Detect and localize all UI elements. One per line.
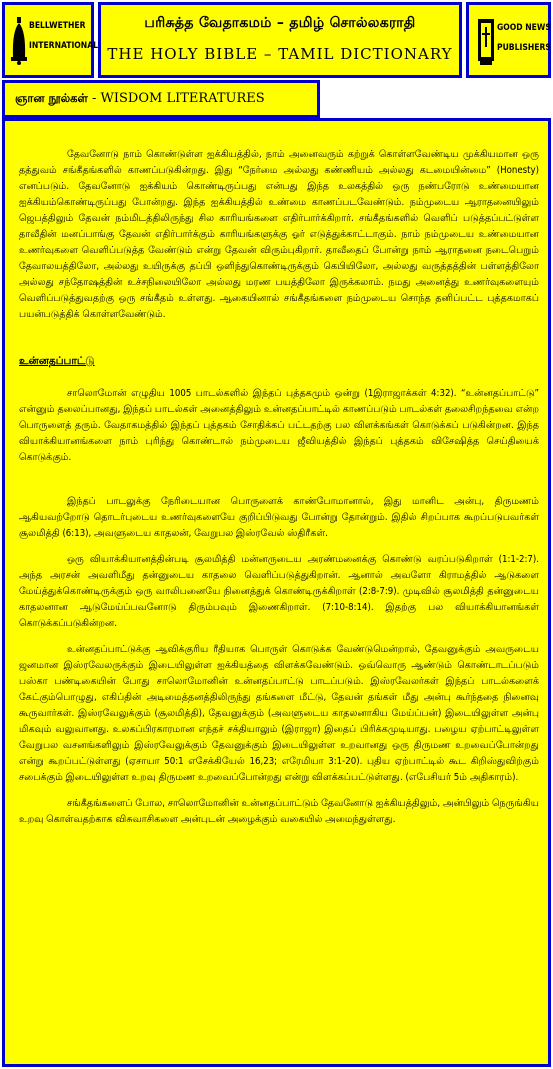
right-logo-line2: PUBLISHERS (497, 43, 551, 53)
title-english: THE HOLY BIBLE – TAMIL DICTIONARY (107, 45, 453, 63)
section-title-english: - WISDOM LITERATURES (87, 91, 265, 106)
title-tamil: பரிசுத்த வேதாகமம் – தமிழ் சொல்லகராதி (144, 15, 416, 31)
section-title-tamil: ஞான நூல்கள் (15, 91, 88, 105)
right-logo-line1: GOOD NEWS (497, 23, 551, 33)
good-news-logo (466, 2, 551, 78)
body-paragraph: இந்தப் பாடலுக்கு நேரிடையான பொருளைக் காண்போமானால், இது மானிட அன்பு, திருமணம் ஆகியவற்றோடு தொடர்புடைய உணர்வுகளையே குறிப்பிடுவது போன்று தோன்றும். இதில் சிறப்பாக கூறப்படுபவர்கள் சூலமித்தி (6:13), அவளுடைய காதலன், வேறுபல இஸ்ரவேல் ஸ்திரீகள். (19, 496, 539, 539)
intro-paragraph: தேவனோடு நாம் கொண்டுள்ள ஐக்கியத்தில், நாம் அனைவரும் கற்றுக் கொள்ளவேண்டிய முக்கியமான ஒரு தத்துவம் சங்கீதங்களில் காணப்படுகின்றது. இது “நேர்மை அல்லது கண்ணியம் அல்லது கடமையின்மை” (Honesty) எனப்படும். தேவனோடு ஐக்கியம் கொண்டிருப்பது என்பது இந்த உலகத்தில் ஒரு நண்பரோடு உண்மையான ஐக்கியம்கொண்டிருப்பது போன்றது. இந்த ஐக்கியத்தில் உண்மை காணப்படவேண்டும். நம்முடைய ஆராதனையிலும் ஜெபத்திலும் தேவன் நம்மிடத்திலிருந்து சில காரியங்களை எதிர்பார்க்கிறார். சங்கீதங்களில் வெளிப் படுத்தப்பட்டுள்ள தாவீதின் மனப்பாங்கு தேவன் எதிர்பார்க்கும் காரியங்களுக்கு ஓர் எடுத்துக்காட்டாகும். நாம் நம்முடைய உண்மையான உணர்வுகளை வெளிப்படுத்த வேண்டும் என்று தேவன் விரும்புகிறார். தாவீதைப் போன்று நாம் ஆராதனை நடைபெறும் தேவாலயத்திலோ, அல்லது உயிருக்கு தப்பி ஒளிந்துகொண்டிருக்கும் கெபியிலோ, அல்லது வருத்தத்தின் பள்ளத்திலோ அல்லது சந்தோஷத்தின் உச்சநிலையிலோ அல்லது மரண பயத்திலோ இருக்கலாம். நமது அனைத்து உணர்வுகளையும் வெளிப்படுத்துவதற்கு ஒரு சங்கீதம் உள்ளது. ஆகையினால் சங்கீதங்களை நம்முடைய சொந்த தனிப்பட்ட புத்தகமாகப் பயன்படுத்திக் கொள்ளவேண்டும். (19, 149, 539, 320)
book-mark-icon (476, 15, 496, 67)
body-paragraph: சங்கீதங்களைப் போல, சாலொமோனின் உன்னதப்பாட்டும் தேவனோடு ஐக்கியத்திலும், அன்பிலும் நெருங்கிய உறவு கொள்வதற்காக விசுவாசிகளை அன்புடன் அழைக்கும் வகையில் அமைந்துள்ளது. (19, 798, 539, 825)
left-logo-line2: INTERNATIONAL (29, 41, 98, 51)
bell-mark-icon (11, 17, 27, 65)
section-header (2, 80, 320, 118)
body-paragraph: ஒரு வியாக்கியானத்தின்படி சூலமித்தி மன்னருடைய அரண்மனைக்கு கொண்டு வரப்படுகிறாள் (1:1-2:7). அந்த அரசன் அவளிமீது தன்னுடைய காதலை வெளிப்படுத்துகிறான். ஆனால் அவளோ கிராமத்தில் ஆடுகளை மேய்த்துக்கொண்டிருக்கும் ஒரு வாலிபனையே நினைத்துக் கொண்டிருக்கிறாள் (2:8-7:9). முடிவில் சூலமித்தி தன்னுடைய காதலனான ஆடுமேய்ப்பவனோடு திரும்பவும் இணைகிறாள். (7:10-8:14). இதற்கு பல வியாக்கியானங்கள் கொடுக்கப்படுகின்றன. (19, 554, 539, 629)
body-paragraph: உன்னதப்பாட்டுக்கு ஆவிக்குரிய ரீதியாக பொருள் கொடுக்க வேண்டுமென்றால், தேவனுக்கும் அவருடைய ஜனமான இஸ்ரவேலருக்கும் இடையிலுள்ள ஐக்கியத்தை விளக்கவேண்டும். ஒவ்வொரு ஆண்டும் கொண்டாடப்படும் பஸ்கா பண்டிகையின் போது சாலொமோனின் உன்னதப்பாட்டு பாடப்படும். இஸ்ரவேலர்கள் இந்தப் பாடல்களைக் கேட்கும்பொழுது, எகிப்தின் அடிமைத்தனத்திலிருந்து தங்களை மீட்டு, தேவன் தங்கள் மீது அன்பு கூர்ந்ததை நினைவு கூருவார்கள். இஸ்ரவேலுக்கும் (சூலமித்தி), தேவனுக்கும் (அவளுடைய காதலனாகிய மேய்ப்பன்) இடையிலுள்ள அன்பு மிகவும் வலுவானது. உலகப்பிரகாரமான எந்தச் சக்தியாலும் (இராஜா) இதைப் பிரிக்கமுடியாது. பழைய ஏற்பாட்டிலுள்ள வேறுபல வசனங்களிலும் இஸ்ரவேலுக்கும் தேவனுக்கும் இடையிலுள்ள உறவானது ஒரு திருமண உறவைப்போன்றது என்று கூறப்பட்டுள்ளது (ஏசாயா 50:1 எசேக்கியேல் 16,23; எரேமியா 3:1-20). புதிய ஏற்பாட்டில் கூட கிறிஸ்துவிற்கும் சபைக்கும் இடையிலுள்ள உறவு திருமண உறவைப்போன்றது என்று விளக்கப்பட்டுள்ளது. (எபேசியர் 5ம் அதிகாரம்). (19, 644, 539, 783)
bellwether-logo (2, 2, 98, 78)
left-logo-line1: BELLWETHER (29, 21, 86, 31)
title-banner (98, 2, 462, 78)
content-panel (2, 118, 551, 1067)
body-paragraph: சாலொமோன் எழுதிய 1005 பாடல்களில் இந்தப் புத்தகமும் ஒன்று (1இராஜாக்கள் 4:32). “உன்னதப்பாட்டு” என்னும் தலைப்பானது, இந்தப் பாடல்கள் அனைத்திலும் உன்னதப்பாட்டில் காணப்படும் பாடல்கள் தலைசிறந்தவை என்ற பொருளைத் தரும். வேதாகமத்தில் இந்தப் புத்தகம் சோதிக்கப் பட்டதற்கு பல விளக்கங்கள் கொடுக்கப் படுகின்றன. இந்த வியாக்கியானங்களை நாம் புரிந்து கொண்டால் நம்முடைய ஜீவியத்தில் இந்தப் புத்தகம் விசேஷித்த செய்தியைக் கொடுக்கும். (19, 388, 539, 463)
section-heading: உன்னதப்பாட்டு (19, 355, 95, 367)
